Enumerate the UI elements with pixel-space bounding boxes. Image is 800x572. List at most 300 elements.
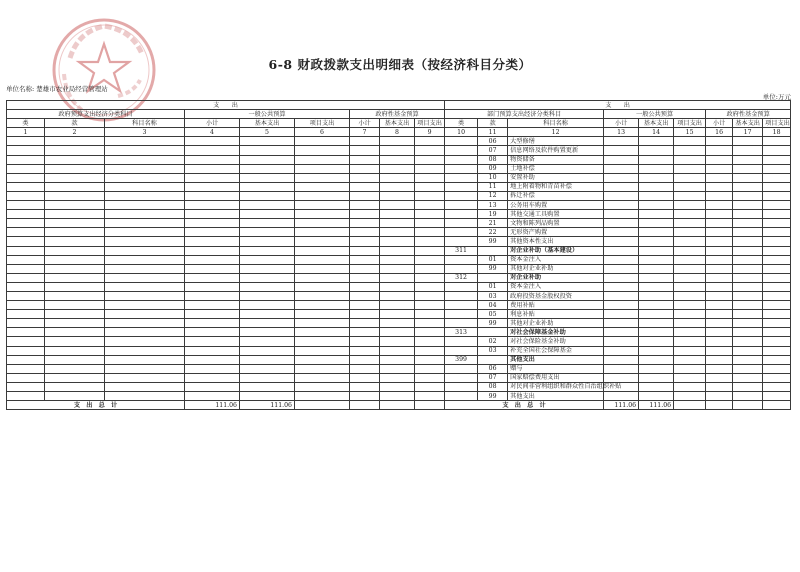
empty-cell bbox=[415, 310, 445, 319]
item-code-cell: 11 bbox=[478, 182, 508, 191]
empty-cell bbox=[639, 182, 674, 191]
empty-cell bbox=[295, 155, 350, 164]
empty-cell bbox=[7, 328, 45, 337]
empty-cell bbox=[604, 228, 639, 237]
column-header: 项目支出 bbox=[415, 119, 445, 128]
empty-cell bbox=[350, 201, 380, 210]
empty-cell bbox=[295, 392, 350, 401]
empty-cell bbox=[45, 355, 105, 364]
empty-cell bbox=[105, 164, 185, 173]
empty-cell bbox=[350, 364, 380, 373]
empty-cell bbox=[763, 273, 791, 282]
subject-name-cell: 国家赔偿费用支出 bbox=[508, 373, 604, 382]
empty-cell bbox=[639, 191, 674, 200]
empty-cell bbox=[706, 355, 733, 364]
empty-cell bbox=[639, 228, 674, 237]
empty-cell bbox=[350, 237, 380, 246]
empty-cell bbox=[674, 328, 706, 337]
column-number: 5 bbox=[240, 128, 295, 137]
empty-cell bbox=[674, 182, 706, 191]
empty-cell bbox=[240, 392, 295, 401]
empty-cell bbox=[45, 301, 105, 310]
empty-cell bbox=[185, 337, 240, 346]
empty-cell bbox=[105, 228, 185, 237]
empty-cell bbox=[295, 364, 350, 373]
empty-cell bbox=[105, 328, 185, 337]
category-code-cell bbox=[445, 219, 478, 228]
currency-unit-label: 单位:万元 bbox=[762, 93, 791, 101]
empty-cell bbox=[733, 282, 763, 291]
empty-cell bbox=[763, 155, 791, 164]
right-total-label: 支 出 总 计 bbox=[445, 401, 604, 410]
table-row bbox=[7, 191, 791, 200]
empty-cell bbox=[639, 355, 674, 364]
right-total-subtotal: 111.06 bbox=[604, 401, 639, 410]
empty-cell bbox=[7, 301, 45, 310]
empty-cell bbox=[706, 301, 733, 310]
empty-cell bbox=[639, 173, 674, 182]
category-code-cell bbox=[445, 346, 478, 355]
empty-cell bbox=[240, 319, 295, 328]
empty-cell bbox=[763, 146, 791, 155]
empty-cell bbox=[105, 373, 185, 382]
empty-cell bbox=[7, 392, 45, 401]
empty-cell bbox=[674, 346, 706, 355]
empty-cell bbox=[674, 237, 706, 246]
column-header: 款 bbox=[478, 119, 508, 128]
empty-cell bbox=[415, 137, 445, 146]
empty-cell bbox=[7, 273, 45, 282]
empty-cell bbox=[415, 173, 445, 182]
subject-name-cell: 对企业补助（基本建设） bbox=[508, 246, 604, 255]
empty-cell bbox=[639, 237, 674, 246]
empty-cell bbox=[350, 246, 380, 255]
subject-name-cell: 信息网络及软件购置更新 bbox=[508, 146, 604, 155]
column-header: 类 bbox=[7, 119, 45, 128]
item-code-cell: 99 bbox=[478, 237, 508, 246]
empty-cell bbox=[185, 328, 240, 337]
empty-cell bbox=[350, 328, 380, 337]
empty-cell bbox=[295, 355, 350, 364]
empty-cell bbox=[763, 201, 791, 210]
empty-cell bbox=[240, 373, 295, 382]
empty-cell bbox=[733, 219, 763, 228]
subject-name-cell: 大型修缮 bbox=[508, 137, 604, 146]
empty-cell bbox=[706, 237, 733, 246]
empty-cell bbox=[763, 346, 791, 355]
column-number: 4 bbox=[185, 128, 240, 137]
empty-cell bbox=[185, 191, 240, 200]
empty-cell bbox=[763, 255, 791, 264]
column-number: 13 bbox=[604, 128, 639, 137]
empty-cell bbox=[185, 173, 240, 182]
item-code-cell: 08 bbox=[478, 382, 508, 391]
empty-cell bbox=[639, 392, 674, 401]
column-header: 科目名称 bbox=[105, 119, 185, 128]
empty-cell bbox=[415, 182, 445, 191]
empty-cell bbox=[604, 291, 639, 300]
column-number: 2 bbox=[45, 128, 105, 137]
empty-cell bbox=[240, 355, 295, 364]
item-code-cell: 99 bbox=[478, 264, 508, 273]
empty-cell bbox=[240, 301, 295, 310]
empty-cell bbox=[295, 182, 350, 191]
empty-cell bbox=[295, 328, 350, 337]
empty-cell bbox=[380, 191, 415, 200]
empty-cell bbox=[604, 137, 639, 146]
empty-cell bbox=[380, 282, 415, 291]
column-number: 1 bbox=[7, 128, 45, 137]
empty-cell bbox=[240, 201, 295, 210]
empty-cell bbox=[240, 228, 295, 237]
empty-cell bbox=[185, 246, 240, 255]
empty-cell bbox=[7, 137, 45, 146]
item-code-cell: 01 bbox=[478, 282, 508, 291]
empty-cell bbox=[733, 173, 763, 182]
empty-cell bbox=[763, 382, 791, 391]
table-row bbox=[7, 210, 791, 219]
empty-cell bbox=[105, 301, 185, 310]
empty-cell bbox=[706, 346, 733, 355]
empty-cell bbox=[604, 282, 639, 291]
empty-cell bbox=[763, 246, 791, 255]
empty-cell bbox=[7, 255, 45, 264]
empty-cell bbox=[415, 392, 445, 401]
empty-cell bbox=[604, 328, 639, 337]
empty-cell bbox=[733, 355, 763, 364]
empty-cell bbox=[350, 273, 380, 282]
empty-cell bbox=[706, 291, 733, 300]
empty-cell bbox=[763, 173, 791, 182]
empty-cell bbox=[240, 273, 295, 282]
empty-cell bbox=[350, 264, 380, 273]
empty-cell bbox=[706, 210, 733, 219]
empty-cell bbox=[706, 228, 733, 237]
empty-cell bbox=[674, 282, 706, 291]
item-code-cell bbox=[478, 246, 508, 255]
empty-cell bbox=[674, 191, 706, 200]
empty-cell bbox=[674, 173, 706, 182]
subject-name-cell: 公务用车购置 bbox=[508, 201, 604, 210]
table-row bbox=[7, 164, 791, 173]
empty-cell bbox=[604, 264, 639, 273]
empty-cell bbox=[240, 246, 295, 255]
empty-cell bbox=[7, 291, 45, 300]
expenditure-table bbox=[6, 100, 791, 410]
empty-cell bbox=[733, 328, 763, 337]
empty-cell bbox=[45, 255, 105, 264]
item-code-cell: 09 bbox=[478, 164, 508, 173]
empty-cell bbox=[7, 282, 45, 291]
empty-cell bbox=[604, 246, 639, 255]
empty-cell bbox=[674, 210, 706, 219]
empty-cell bbox=[706, 201, 733, 210]
column-number: 11 bbox=[478, 128, 508, 137]
empty-cell bbox=[350, 392, 380, 401]
subject-name-cell: 土地补偿 bbox=[508, 164, 604, 173]
category-code-cell bbox=[445, 337, 478, 346]
subject-name-cell: 无形资产购置 bbox=[508, 228, 604, 237]
empty-cell bbox=[733, 401, 763, 410]
empty-cell bbox=[604, 219, 639, 228]
empty-cell bbox=[604, 301, 639, 310]
table-row bbox=[7, 392, 791, 401]
empty-cell bbox=[295, 137, 350, 146]
empty-cell bbox=[604, 164, 639, 173]
empty-cell bbox=[380, 237, 415, 246]
empty-cell bbox=[7, 246, 45, 255]
empty-cell bbox=[105, 337, 185, 346]
empty-cell bbox=[45, 201, 105, 210]
table-row bbox=[7, 364, 791, 373]
empty-cell bbox=[45, 346, 105, 355]
empty-cell bbox=[639, 246, 674, 255]
column-header: 小计 bbox=[185, 119, 240, 128]
empty-cell bbox=[7, 319, 45, 328]
column-header: 项目支出 bbox=[763, 119, 791, 128]
empty-cell bbox=[639, 282, 674, 291]
empty-cell bbox=[639, 164, 674, 173]
empty-cell bbox=[380, 355, 415, 364]
item-code-cell: 19 bbox=[478, 210, 508, 219]
empty-cell bbox=[706, 364, 733, 373]
category-code-cell bbox=[445, 182, 478, 191]
empty-cell bbox=[45, 319, 105, 328]
empty-cell bbox=[674, 246, 706, 255]
item-code-cell: 02 bbox=[478, 337, 508, 346]
empty-cell bbox=[674, 364, 706, 373]
right-total-basic: 111.06 bbox=[639, 401, 674, 410]
subject-name-cell: 安置补助 bbox=[508, 173, 604, 182]
column-number: 8 bbox=[380, 128, 415, 137]
empty-cell bbox=[604, 310, 639, 319]
empty-cell bbox=[295, 282, 350, 291]
empty-cell bbox=[350, 382, 380, 391]
empty-cell bbox=[105, 282, 185, 291]
empty-cell bbox=[7, 310, 45, 319]
empty-cell bbox=[674, 310, 706, 319]
empty-cell bbox=[240, 173, 295, 182]
empty-cell bbox=[674, 373, 706, 382]
empty-cell bbox=[415, 210, 445, 219]
empty-cell bbox=[763, 210, 791, 219]
empty-cell bbox=[380, 219, 415, 228]
empty-cell bbox=[185, 137, 240, 146]
category-code-cell: 311 bbox=[445, 246, 478, 255]
empty-cell bbox=[380, 373, 415, 382]
empty-cell bbox=[350, 164, 380, 173]
empty-cell bbox=[295, 146, 350, 155]
empty-cell bbox=[763, 164, 791, 173]
column-header: 项目支出 bbox=[674, 119, 706, 128]
empty-cell bbox=[105, 219, 185, 228]
empty-cell bbox=[380, 182, 415, 191]
empty-cell bbox=[295, 246, 350, 255]
empty-cell bbox=[604, 237, 639, 246]
left-total-label: 支 出 总 计 bbox=[7, 401, 185, 410]
empty-cell bbox=[7, 355, 45, 364]
category-code-cell bbox=[445, 164, 478, 173]
empty-cell bbox=[105, 273, 185, 282]
empty-cell bbox=[380, 201, 415, 210]
empty-cell bbox=[674, 228, 706, 237]
empty-cell bbox=[185, 201, 240, 210]
empty-cell bbox=[706, 164, 733, 173]
empty-cell bbox=[105, 210, 185, 219]
category-code-cell bbox=[445, 310, 478, 319]
item-code-cell: 07 bbox=[478, 146, 508, 155]
empty-cell bbox=[639, 310, 674, 319]
empty-cell bbox=[7, 346, 45, 355]
right-subject-header: 部门预算支出经济分类科目 bbox=[445, 110, 604, 119]
empty-cell bbox=[674, 201, 706, 210]
subject-name-cell: 物资储备 bbox=[508, 155, 604, 164]
empty-cell bbox=[45, 382, 105, 391]
empty-cell bbox=[639, 301, 674, 310]
empty-cell bbox=[350, 191, 380, 200]
empty-cell bbox=[380, 401, 415, 410]
empty-cell bbox=[763, 319, 791, 328]
column-header: 基本支出 bbox=[733, 119, 763, 128]
right-group-header: 支 出 bbox=[445, 101, 791, 110]
empty-cell bbox=[240, 219, 295, 228]
empty-cell bbox=[415, 191, 445, 200]
empty-cell bbox=[733, 210, 763, 219]
category-code-cell bbox=[445, 301, 478, 310]
empty-cell bbox=[604, 255, 639, 264]
item-code-cell bbox=[478, 355, 508, 364]
empty-cell bbox=[45, 191, 105, 200]
item-code-cell: 03 bbox=[478, 346, 508, 355]
empty-cell bbox=[185, 146, 240, 155]
empty-cell bbox=[604, 210, 639, 219]
empty-cell bbox=[185, 301, 240, 310]
empty-cell bbox=[105, 382, 185, 391]
empty-cell bbox=[380, 328, 415, 337]
empty-cell bbox=[105, 319, 185, 328]
empty-cell bbox=[350, 173, 380, 182]
item-code-cell: 99 bbox=[478, 392, 508, 401]
table-row bbox=[7, 291, 791, 300]
empty-cell bbox=[105, 182, 185, 191]
empty-cell bbox=[674, 137, 706, 146]
empty-cell bbox=[415, 328, 445, 337]
empty-cell bbox=[45, 291, 105, 300]
empty-cell bbox=[295, 401, 350, 410]
item-code-cell: 05 bbox=[478, 310, 508, 319]
right-fund-budget-header: 政府性基金预算 bbox=[706, 110, 791, 119]
empty-cell bbox=[240, 155, 295, 164]
category-code-cell bbox=[445, 264, 478, 273]
table-row bbox=[7, 246, 791, 255]
table-row bbox=[7, 173, 791, 182]
category-code-cell bbox=[445, 191, 478, 200]
empty-cell bbox=[733, 237, 763, 246]
empty-cell bbox=[350, 310, 380, 319]
table-row bbox=[7, 182, 791, 191]
subject-name-cell: 其他资本性支出 bbox=[508, 237, 604, 246]
empty-cell bbox=[45, 373, 105, 382]
subject-name-cell: 赠与 bbox=[508, 364, 604, 373]
subject-name-cell: 资本金注入 bbox=[508, 282, 604, 291]
empty-cell bbox=[639, 155, 674, 164]
empty-cell bbox=[380, 319, 415, 328]
item-code-cell: 99 bbox=[478, 319, 508, 328]
category-code-cell bbox=[445, 364, 478, 373]
empty-cell bbox=[415, 264, 445, 273]
item-code-cell: 08 bbox=[478, 155, 508, 164]
empty-cell bbox=[45, 337, 105, 346]
empty-cell bbox=[415, 319, 445, 328]
empty-cell bbox=[380, 310, 415, 319]
column-header: 类 bbox=[445, 119, 478, 128]
empty-cell bbox=[350, 355, 380, 364]
table-row bbox=[7, 237, 791, 246]
empty-cell bbox=[295, 346, 350, 355]
table-row bbox=[7, 355, 791, 364]
empty-cell bbox=[706, 173, 733, 182]
column-number: 10 bbox=[445, 128, 478, 137]
empty-cell bbox=[240, 337, 295, 346]
empty-cell bbox=[7, 155, 45, 164]
category-code-cell bbox=[445, 137, 478, 146]
empty-cell bbox=[380, 364, 415, 373]
category-code-cell bbox=[445, 173, 478, 182]
empty-cell bbox=[185, 182, 240, 191]
empty-cell bbox=[706, 155, 733, 164]
empty-cell bbox=[415, 373, 445, 382]
empty-cell bbox=[733, 319, 763, 328]
empty-cell bbox=[733, 301, 763, 310]
table-row bbox=[7, 146, 791, 155]
empty-cell bbox=[185, 319, 240, 328]
empty-cell bbox=[380, 255, 415, 264]
empty-cell bbox=[674, 382, 706, 391]
empty-cell bbox=[706, 382, 733, 391]
empty-cell bbox=[639, 210, 674, 219]
empty-cell bbox=[185, 373, 240, 382]
empty-cell bbox=[7, 173, 45, 182]
empty-cell bbox=[105, 155, 185, 164]
empty-cell bbox=[380, 382, 415, 391]
item-code-cell: 10 bbox=[478, 173, 508, 182]
empty-cell bbox=[185, 346, 240, 355]
empty-cell bbox=[604, 191, 639, 200]
empty-cell bbox=[415, 246, 445, 255]
empty-cell bbox=[7, 264, 45, 273]
empty-cell bbox=[7, 191, 45, 200]
empty-cell bbox=[380, 137, 415, 146]
column-number: 18 bbox=[763, 128, 791, 137]
empty-cell bbox=[415, 219, 445, 228]
empty-cell bbox=[674, 273, 706, 282]
table-row bbox=[7, 228, 791, 237]
empty-cell bbox=[7, 237, 45, 246]
empty-cell bbox=[733, 310, 763, 319]
empty-cell bbox=[240, 210, 295, 219]
empty-cell bbox=[295, 201, 350, 210]
column-header: 款 bbox=[45, 119, 105, 128]
empty-cell bbox=[604, 146, 639, 155]
empty-cell bbox=[105, 355, 185, 364]
empty-cell bbox=[45, 164, 105, 173]
empty-cell bbox=[45, 246, 105, 255]
empty-cell bbox=[733, 264, 763, 273]
empty-cell bbox=[105, 191, 185, 200]
empty-cell bbox=[415, 364, 445, 373]
empty-cell bbox=[295, 301, 350, 310]
left-subject-header: 政府预算支出经济分类科目 bbox=[7, 110, 185, 119]
